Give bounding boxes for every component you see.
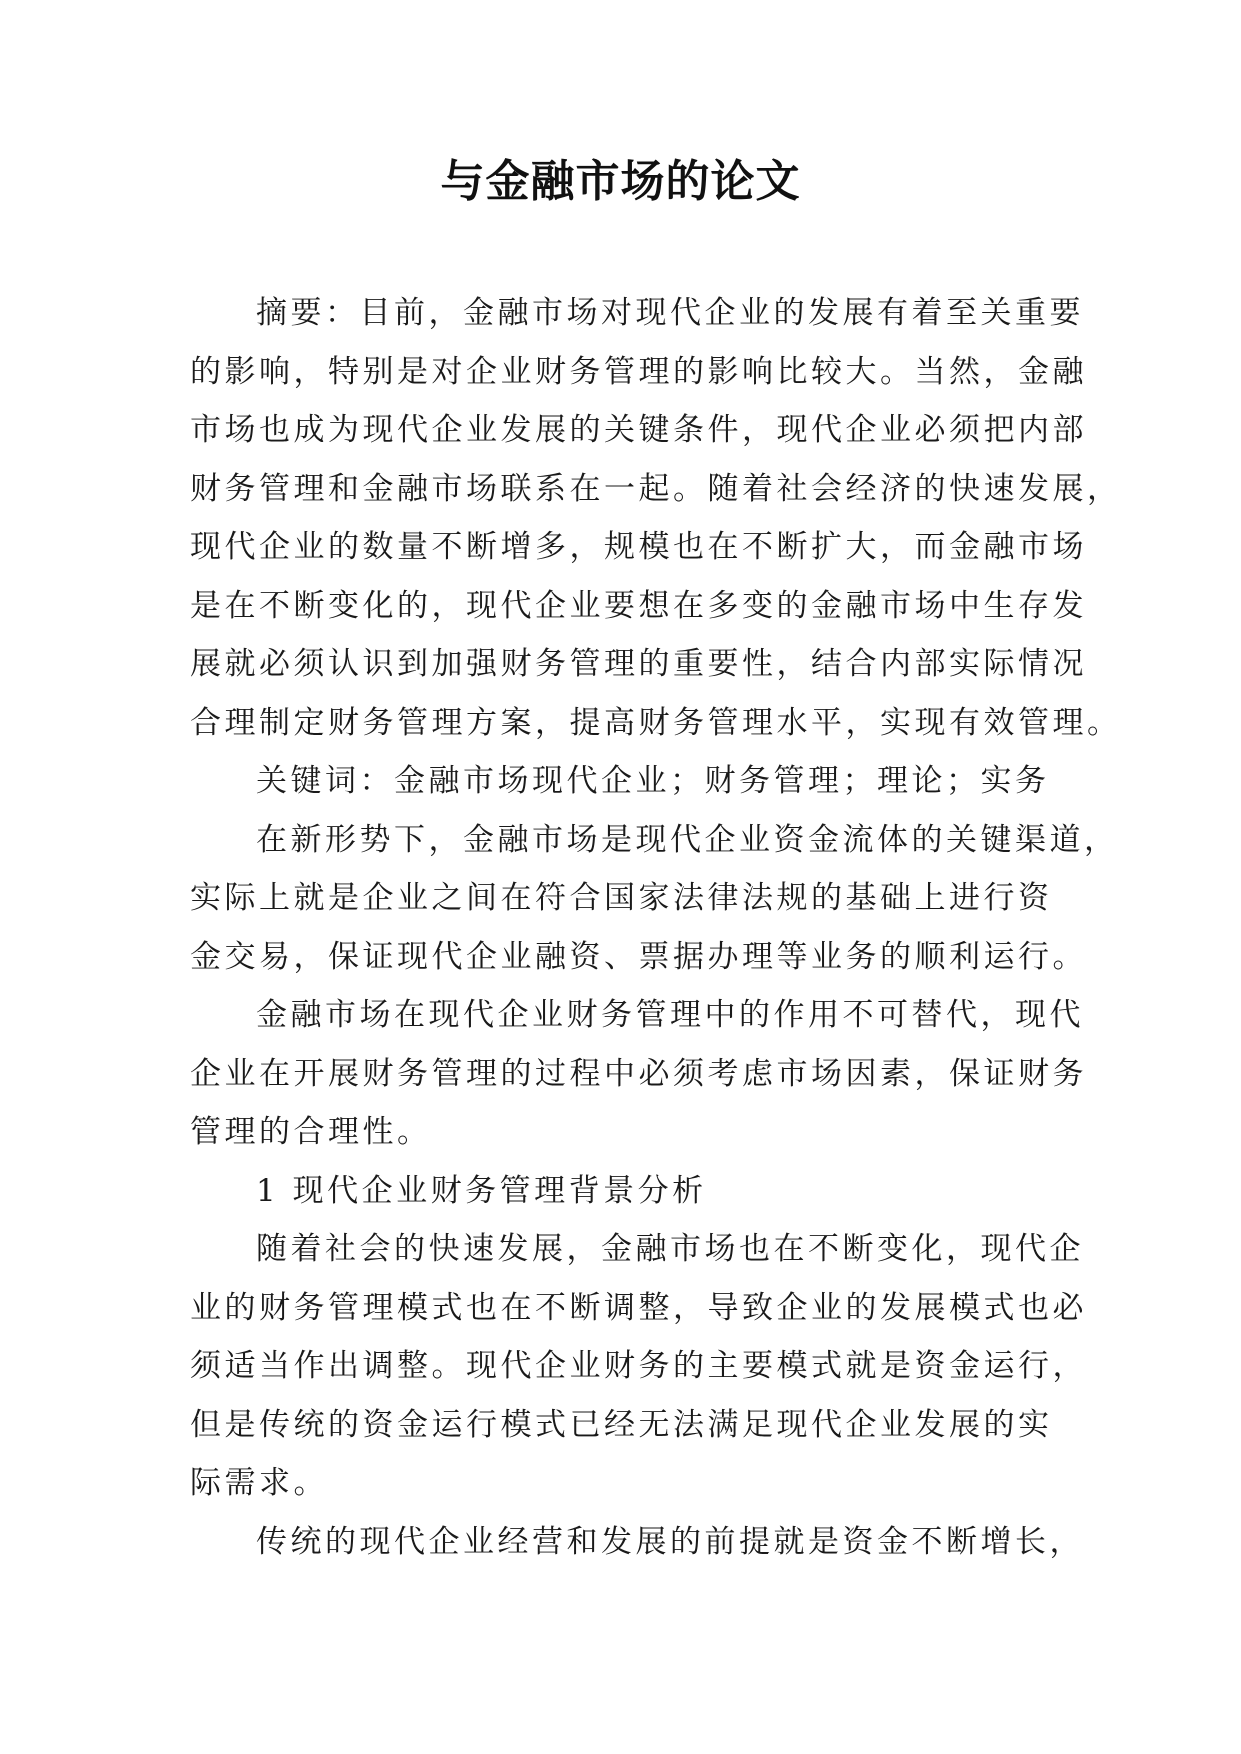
paragraph-line: 管理的合理性。 bbox=[190, 1114, 432, 1150]
document-title: 与金融市场的论文 bbox=[440, 156, 801, 207]
paragraph-line: 须适当作出调整。现代企业财务的主要模式就是资金运行， bbox=[190, 1348, 1087, 1384]
paragraph-line: 在新形势下，金融市场是现代企业资金流体的关键渠道， bbox=[256, 821, 1119, 858]
abstract-line: 合理制定财务管理方案，提高财务管理水平，实现有效管理。 bbox=[190, 704, 1122, 741]
abstract-line: 市场也成为现代企业发展的关键条件，现代企业必须把内部 bbox=[190, 412, 1087, 448]
abstract-line: 是在不断变化的，现代企业要想在多变的金融市场中生存发 bbox=[190, 587, 1087, 624]
paragraph-line: 金交易，保证现代企业融资、票据办理等业务的顺利运行。 bbox=[190, 938, 1087, 975]
paragraph-line: 但是传统的资金运行模式已经无法满足现代企业发展的实 bbox=[190, 1406, 1053, 1443]
paragraph-line: 业的财务管理模式也在不断调整，导致企业的发展模式也必 bbox=[190, 1289, 1087, 1326]
paragraph-line: 企业在开展财务管理的过程中必须考虑市场因素，保证财务 bbox=[190, 1055, 1087, 1092]
paragraph-line: 传统的现代企业经营和发展的前提就是资金不断增长， bbox=[256, 1523, 1084, 1560]
document-body bbox=[190, 284, 1122, 1571]
abstract-line: 摘要：目前，金融市场对现代企业的发展有着至关重要 bbox=[256, 295, 1084, 331]
paragraph-line: 际需求。 bbox=[190, 1465, 328, 1501]
paragraph-line: 随着社会的快速发展，金融市场也在不断变化，现代企 bbox=[256, 1231, 1084, 1267]
keywords-line: 关键词：金融市场现代企业；财务管理；理论；实务 bbox=[256, 763, 1050, 799]
abstract-line: 展就必须认识到加强财务管理的重要性，结合内部实际情况 bbox=[190, 646, 1087, 682]
abstract-line: 的影响，特别是对企业财务管理的影响比较大。当然，金融 bbox=[190, 353, 1087, 390]
abstract-line: 财务管理和金融市场联系在一起。随着社会经济的快速发展， bbox=[190, 470, 1122, 507]
paragraph-line: 实际上就是企业之间在符合国家法律法规的基础上进行资 bbox=[190, 880, 1053, 916]
paragraph-line: 金融市场在现代企业财务管理中的作用不可替代，现代 bbox=[256, 997, 1084, 1033]
abstract-line: 现代企业的数量不断增多，规模也在不断扩大，而金融市场 bbox=[190, 529, 1087, 565]
section-heading: 1 现代企业财务管理背景分析 bbox=[256, 1172, 707, 1209]
